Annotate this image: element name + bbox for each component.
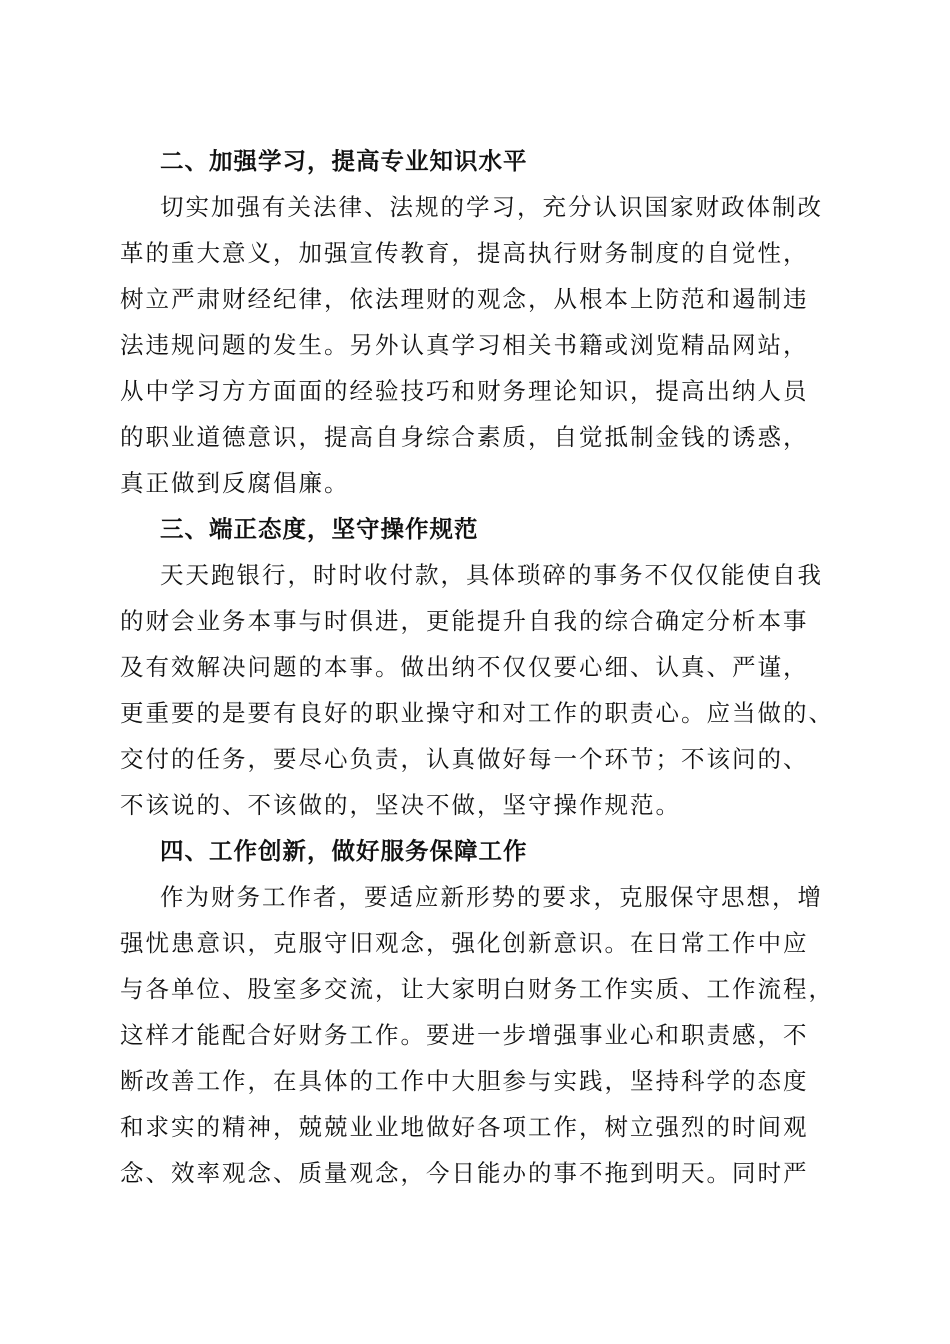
paragraph-line: 和求实的精神，兢兢业业地做好各项工作，树立强烈的时间观 bbox=[120, 1113, 809, 1141]
paragraph-line: 从中学习方方面面的经验技巧和财务理论知识，提高出纳人员 bbox=[120, 377, 809, 405]
section-heading-3: 三、端正态度，坚守操作规范 bbox=[160, 515, 479, 543]
paragraph-line: 念、效率观念、质量观念，今日能办的事不拖到明天。同时严 bbox=[120, 1159, 809, 1187]
document-body bbox=[120, 138, 840, 1196]
paragraph-line: 真正做到反腐倡廉。 bbox=[120, 469, 350, 497]
paragraph-line: 及有效解决问题的本事。做出纳不仅仅要心细、认真、严谨， bbox=[120, 653, 809, 681]
section-heading-2: 二、加强学习，提高专业知识水平 bbox=[160, 147, 528, 175]
paragraph-line: 革的重大意义，加强宣传教育，提高执行财务制度的自觉性， bbox=[120, 239, 809, 267]
paragraph-line: 不该说的、不该做的，坚决不做，坚守操作规范。 bbox=[120, 791, 681, 819]
paragraph-line: 树立严肃财经纪律，依法理财的观念，从根本上防范和遏制违 bbox=[120, 285, 809, 313]
paragraph-line: 这样才能配合好财务工作。要进一步增强事业心和职责感，不 bbox=[120, 1021, 809, 1049]
paragraph-line: 与各单位、股室多交流，让大家明白财务工作实质、工作流程， bbox=[120, 975, 834, 1003]
paragraph-line: 更重要的是要有良好的职业操守和对工作的职责心。应当做的、 bbox=[120, 699, 834, 727]
paragraph-line: 作为财务工作者，要适应新形势的要求，克服保守思想，增 bbox=[160, 883, 823, 911]
paragraph-line: 法违规问题的发生。另外认真学习相关书籍或浏览精品网站， bbox=[120, 331, 809, 359]
paragraph-line: 的职业道德意识，提高自身综合素质，自觉抵制金钱的诱惑， bbox=[120, 423, 809, 451]
paragraph-line: 天天跑银行，时时收付款，具体琐碎的事务不仅仅能使自我 bbox=[160, 561, 823, 589]
paragraph-line: 切实加强有关法律、法规的学习，充分认识国家财政体制改 bbox=[160, 193, 823, 221]
paragraph-line: 交付的任务，要尽心负责，认真做好每一个环节；不该问的、 bbox=[120, 745, 809, 773]
section-heading-4: 四、工作创新，做好服务保障工作 bbox=[160, 837, 528, 865]
paragraph-line: 的财会业务本事与时俱进，更能提升自我的综合确定分析本事 bbox=[120, 607, 809, 635]
paragraph-line: 强忧患意识，克服守旧观念，强化创新意识。在日常工作中应 bbox=[120, 929, 809, 957]
paragraph-line: 断改善工作，在具体的工作中大胆参与实践，坚持科学的态度 bbox=[120, 1067, 809, 1095]
